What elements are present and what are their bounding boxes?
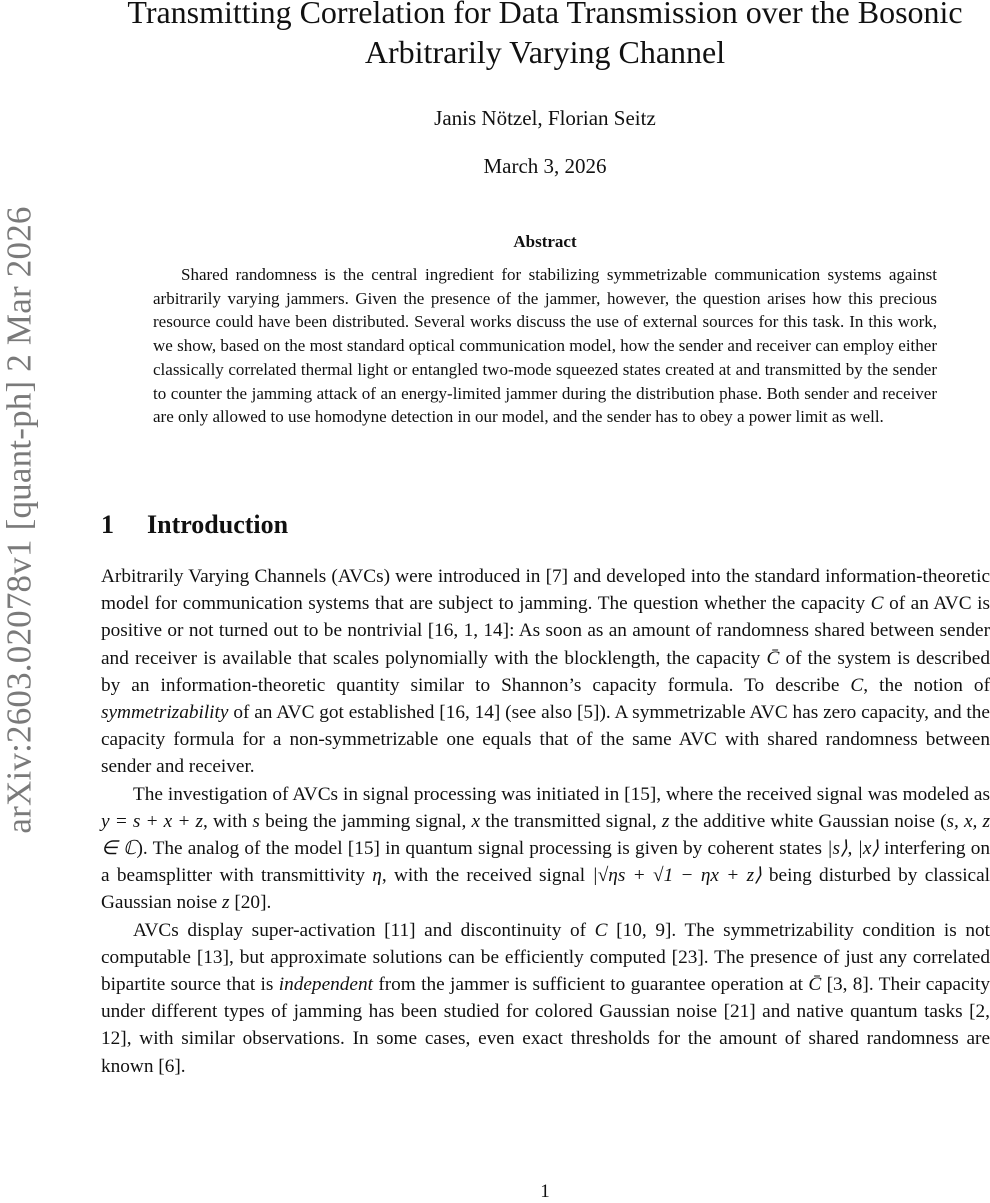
paragraph-2-text-h: , with the received signal — [381, 865, 593, 887]
math-received-signal-equation: y = s + x + z — [101, 810, 204, 832]
math-capacity-c-bar: C̄ — [808, 974, 822, 996]
abstract-heading: Abstract — [513, 232, 577, 251]
math-capacity-c: C — [850, 674, 864, 696]
paragraph-2-text-c: being the jamming signal, — [259, 810, 472, 832]
paragraph-2-text-d: the transmitted signal, — [480, 810, 662, 832]
math-coherent-states: |s⟩, |x⟩ — [827, 838, 879, 860]
paragraph-1-text-c: of the system is described by an information-theoretic quantity similar to Shannon’s capacity formula. To describe — [101, 647, 990, 696]
author-list: Janis Nötzel, Florian Seitz — [434, 106, 656, 130]
paragraph-2-text-b: , with — [203, 810, 253, 832]
paragraph-2-text-f: ). The analog of the model [15] in quantum signal processing is given by coherent states — [136, 838, 828, 860]
paragraph-1-text-b: of an AVC is positive or not turned out to be nontrivial [16, 1, 14]: As soon as an amount of randomness shared between sender and receiver is available that scales polynomially with the blocklength, the capacity — [101, 593, 990, 669]
paragraph-1-text-d: , the notion of — [863, 674, 990, 696]
paragraph-2 — [101, 781, 990, 917]
math-complex-membership: s, x, z ∈ ℂ — [101, 810, 990, 860]
paragraph-1-text-e: of an AVC got established [16, 14] (see also [5]). A symmetrizable AVC has zero capacity, and the capacity formula for a non-symmetrizable one equals that of the same AVC with shared randomness between sender and receiver. — [101, 702, 990, 778]
section-heading-introduction — [101, 510, 288, 540]
paragraph-3 — [101, 917, 990, 1080]
emphasis-symmetrizability: symmetrizability — [101, 702, 229, 724]
paragraph-2-text-e: the additive white Gaussian noise ( — [669, 810, 947, 832]
math-s: s — [252, 810, 260, 832]
paragraph-2-text-a: The investigation of AVCs in signal processing was initiated in [15], where the received signal was modeled as — [133, 783, 990, 805]
arxiv-identifier[interactable]: arXiv:2603.02078v1 [quant-ph] 2 Mar 2026 — [0, 206, 40, 834]
math-z: z — [661, 810, 670, 832]
math-quantum-received-signal: |√ηs + √1 − ηx + z⟩ — [592, 865, 762, 887]
section-number: 1 — [101, 510, 114, 539]
section-title: Introduction — [147, 510, 289, 539]
paragraph-2-text-g: interfering on a beamsplitter with transmittivity — [101, 838, 990, 887]
paragraph-2-text-i: being disturbed by classical Gaussian noise — [101, 865, 990, 914]
paragraph-3-text-d: [3, 8]. Their capacity under different types of jamming has been studied for colored Gaussian noise [21] and native quantum tasks [2, 12], with similar observations. In some cases, even exact thresholds for the amount of shared randomness are known [6]. — [101, 974, 990, 1077]
abstract-text: Shared randomness is the central ingredient for stabilizing symmetrizable communication systems against arbitrarily varying jammers. Given the presence of the jammer, however, the question arises how this precious resource could have been distributed. Several works discuss the use of external sources for this task. In this work, we show, based on the most standard optical communication model, how the sender and receiver can employ either classically correlated thermal light or entangled two-mode squeezed states created at and transmitted by the sender to counter the jamming attack of an energy-limited jammer during the distribution phase. Both sender and receiver are only allowed to use homodyne detection in our model, and the sender has to obey a power limit as well. — [153, 265, 937, 427]
paragraph-3-text-a: AVCs display super-activation [11] and discontinuity of — [133, 919, 595, 941]
math-x: x — [471, 810, 481, 832]
math-capacity-c-bar: C̄ — [766, 647, 780, 669]
math-z: z — [222, 892, 230, 914]
paragraph-3-text-b: [10, 9]. The symmetrizability condition is not computable [13], but approximate solutions can be efficiently computed [23]. The presence of just any correlated bipartite source that is — [101, 919, 990, 996]
page-number: 1 — [540, 1181, 550, 1202]
math-capacity-c: C — [594, 919, 608, 941]
paper-title: Transmitting Correlation for Data Transmission over the Bosonic Arbitrarily Varying Channel — [127, 0, 963, 70]
paragraph-3-text-c: from the jammer is sufficient to guarantee operation at — [372, 974, 809, 996]
paragraph-2-text-j: [20]. — [229, 892, 272, 914]
arxiv-identifier-margin — [0, 180, 40, 860]
paragraph-1 — [101, 563, 990, 781]
paragraph-1-text-a: Arbitrarily Varying Channels (AVCs) were introduced in [7] and developed into the standard information-theoretic model for communication systems that are subject to jamming. The question whether the capacity — [101, 566, 990, 615]
emphasis-independent: independent — [278, 974, 373, 996]
introduction-body — [101, 563, 990, 1080]
math-eta: η — [372, 865, 382, 887]
math-capacity-c: C — [870, 593, 884, 615]
publication-date: March 3, 2026 — [483, 154, 607, 178]
